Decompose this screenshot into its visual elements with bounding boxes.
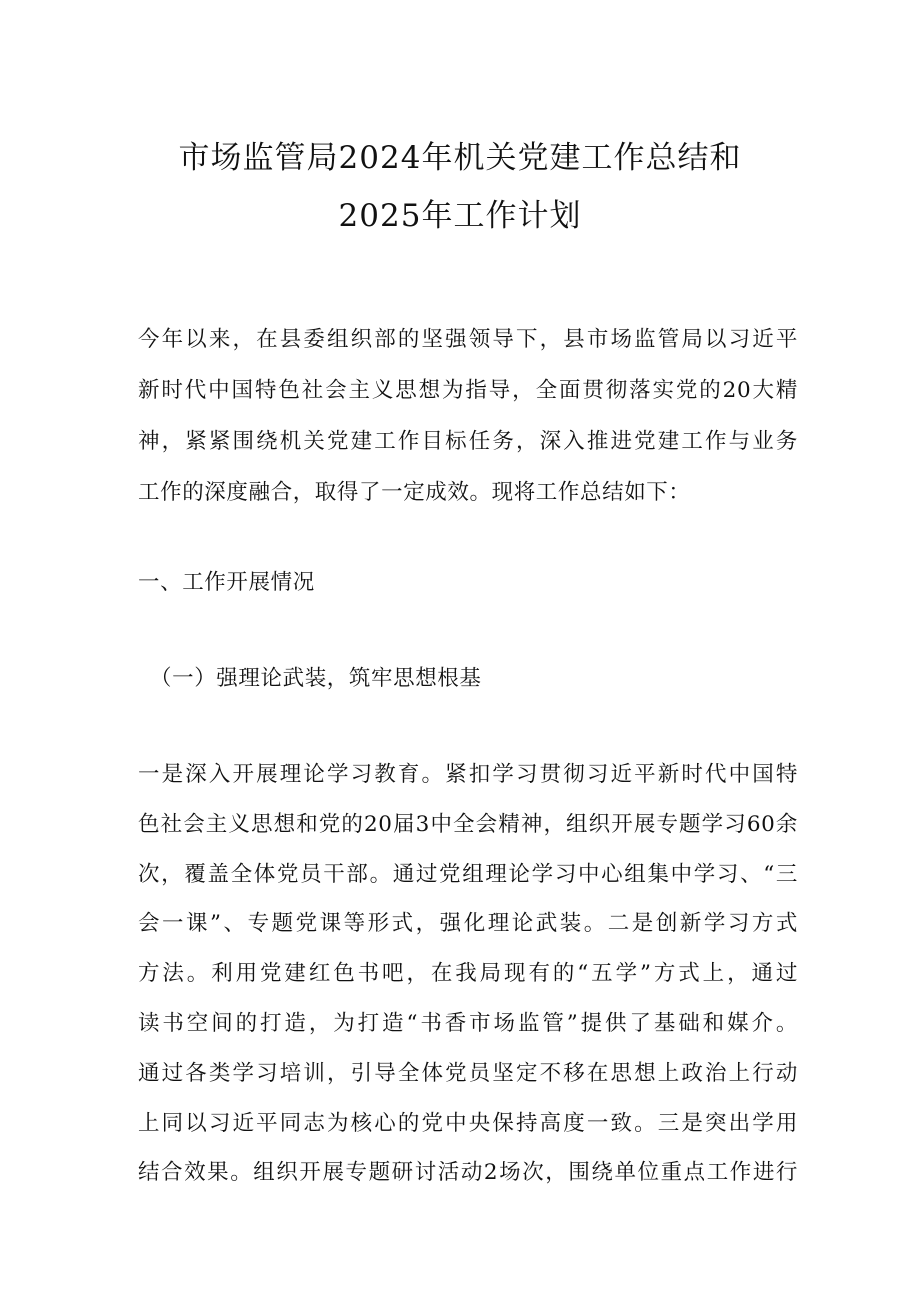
- intro-line: 新时代中国特色社会主义思想为指导，全面贯彻落实党的20大精: [138, 378, 798, 403]
- intro-line: 工作的深度融合，取得了一定成效。现将工作总结如下：: [138, 480, 691, 505]
- intro-line: 今年以来，在县委组织部的坚强领导下，县市场监管局以习近平: [138, 327, 798, 352]
- body-line: 次，覆盖全体党员干部。通过党组理论学习中心组集中学习、“三: [138, 862, 798, 887]
- body-line: 通过各类学习培训，引导全体党员坚定不移在思想上政治上行动: [138, 1061, 798, 1086]
- body-line: 读书空间的打造，为打造“书香市场监管”提供了基础和媒介。: [138, 1011, 798, 1036]
- intro-line: 神，紧紧围绕机关党建工作目标任务，深入推进党建工作与业务: [138, 429, 798, 454]
- body-line: 结合效果。组织开展专题研讨活动2场次，围绕单位重点工作进行: [138, 1160, 798, 1185]
- body-line: 一是深入开展理论学习教育。紧扣学习贯彻习近平新时代中国特: [138, 762, 798, 787]
- document-title-line-2: 2025年工作计划: [338, 198, 582, 234]
- subsection-heading: （一）强理论武装，筑牢思想根基: [150, 666, 482, 691]
- body-line: 上同以习近平同志为核心的党中央保持高度一致。三是突出学用: [138, 1111, 798, 1136]
- body-line: 方法。利用党建红色书吧，在我局现有的“五学”方式上，通过: [138, 961, 798, 986]
- body-line: 会一课”、专题党课等形式，强化理论武装。二是创新学习方式: [138, 911, 798, 936]
- body-line: 色社会主义思想和党的20届3中全会精神，组织开展专题学习60余: [138, 812, 798, 837]
- document-title-line-1: 市场监管局2024年机关党建工作总结和: [178, 140, 742, 176]
- section-heading: 一、工作开展情况: [138, 570, 315, 595]
